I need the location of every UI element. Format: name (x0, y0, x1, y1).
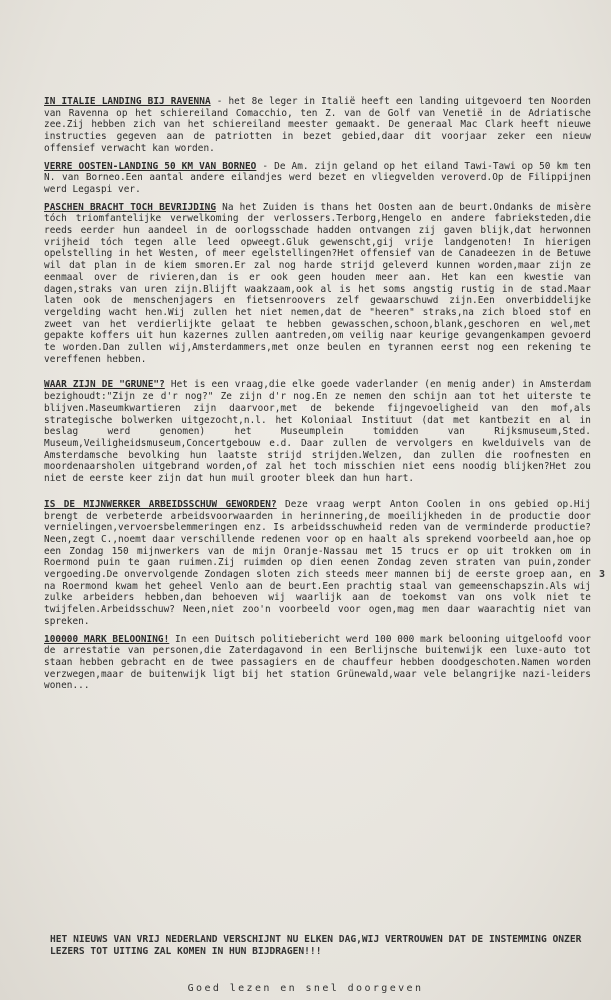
article-text: Deze vraag werpt Anton Coolen in ons gebied op.Hij brengt de verbeterde arbeidsvoorwaarden in herinnering,de moeilijkheden in de productie door vernielingen,vervoersbelemmeringen enz. Is arbeidsschuwheid reden van de verminderde productie?Neen,zegt C.,noemt daar verschillende redenen voor op en haalt als sprekend voorbeeld aan,hoe op een Zondag 150 mijnwerkers van de mijn Oranje-Nassau met 15 trucs er op uit trokken om in Roermond puin te gaan ruimen.Zij ruimden op dien eenen Zondag zeven straten van puin,zonder vergoeding.De onvervolgende Zondagen sloten zich steeds meer mannen bij de eerste groep aan, en na Roermond kwam het geheel Venlo aan de beurt.Een prachtig staal van gemeenschapszin.Als wij zulke arbeiders hebben,dan behoeven wij waarlijk aan de toekomst van ons volk niet te twijfelen.Arbeidsschuw? Neen,niet zoo'n voorbeeld voor ogen,mag men daar waarachtig niet van spreken. (44, 498, 592, 627)
article-paragraph (44, 96, 591, 155)
article-paragraph (44, 379, 591, 484)
article-italie (44, 96, 591, 155)
article-heading: VERRE OOSTEN-LANDING 50 KM VAN BORNEO (44, 160, 257, 172)
article-borneo (44, 161, 591, 196)
article-paragraph (44, 634, 591, 693)
article-heading: IS DE MIJNWERKER ARBEIDSSCHUW GEWORDEN? (44, 498, 277, 510)
page-side-mark: 3 (598, 568, 605, 580)
article-belooning (44, 634, 591, 693)
article-paragraph (44, 499, 591, 628)
article-paragraph (44, 161, 591, 196)
article-text: Na het Zuiden is thans het Oosten aan de beurt.Ondanks de misère tóch triomfantelijke verwelkoming der verlossers.Terborg,Hengelo en andere fabrieksteden,die reeds eerder hun aandeel in de oorlogsschade hadden ontvangen zij gaven blijk,dat herwonnen vrijheid tóch tegen alle leed opweegt.Gluk gewenscht,gij vrije landgenoten! In hierigen opelstelling in het Westen, of meer egelstellingen?Het offensief van de Canadeezen in de Betuwe wil dat plan in de kiem smoren.Er zal nog harde strijd geleverd kunnen worden,maar zijn ze eenmaal over de rivieren,dan is er ook geen houden meer aan. Het kan een kwestie van dagen,straks van uren zijn.Blijft waakzaam,ook al is het soms angstig rustig in de stad.Maar laten ook de menschenjagers en fietsenroovers zelf gewaarschuwd zijn.Een onverbiddelijke vergelding wacht hen.Wij zullen het niet nemen,dat de "heeren" straks,na zich bloed stof en zweet van het verdierlijkte gelaat te hebben gewasschen,schoon,blank,geschoren en wel,met gepakte koffers uit hun kazernes zullen aantreden,om veilig naar keurige gevangenkampen gevoerd te worden.Dan zullen wij,Amsterdammers,met onze beulen en tyrannen eerst nog een rekening te vereffenen hebben. (44, 201, 592, 365)
article-paschen (44, 202, 591, 366)
article-text: In een Duitsch politiebericht werd 100 000 mark belooning uitgeloofd voor de arrestatie van personen,die Zaterdagavond in een Berlijnsche buitenwijk een luxe-auto tot staan hebben gebracht en de twee passagiers en de chauffeur hebben doodgeschoten.Namen worden verzwegen,maar de buitenwijk ligt bij het station Grünewald,waar vele belangrijke nazi-leiders wonen... (44, 633, 591, 692)
article-heading: PASCHEN BRACHT TOCH BEVRIJDING (44, 201, 217, 213)
article-grune (44, 379, 591, 484)
article-heading: IN ITALIE LANDING BIJ RAVENNA (44, 96, 211, 107)
article-mijnwerker (44, 498, 605, 628)
article-heading: 100000 MARK BELOONING! (44, 633, 170, 645)
article-text: Het is een vraag,die elke goede vaderlander (en menig ander) in Amsterdam bezighoudt:"Zijn ze d'r nog?" Ze zijn d'r nog.En ze nemen den schijn aan tot het uiterste te blijven.Maseumkwartieren zijn daarvoor,met de bekende fijngevoeligheid van den mof,als strategische bolwerken uitgezocht,n.l. het Koloniaal Instituut (dat met kantbezit en al in beslag werd genomen) het Museumplein tomidden van Rijksmuseum,Sted. Museum,Veiligheidsmuseum,Concertgebouw e.d. Daar zullen de vervolgers en kwelduivels van de Amsterdamsche bevolking hun laatste strijd strijden.Welzen, dan zullen die roofnesten en moordenaarsholen uitgebrand worden,of zal het toch misschien niet eens noodig blijken?Het zou niet de eerste keer zijn dat hun muil grooter bleek dan hun hart. (44, 379, 591, 485)
footer-notice: HET NIEUWS VAN VRIJ NEDERLAND VERSCHIJNT NU ELKEN DAG,WIJ VERTROUWEN DAT DE INSTEMMING ONZER LEZERS TOT UITING ZAL KOMEN IN HUN BIJDRAGEN!!! (50, 934, 582, 957)
signoff-line: Goed lezen en snel doorgeven (187, 983, 424, 994)
article-paragraph (44, 202, 591, 366)
article-heading: WAAR ZIJN DE "GRUNE"? (44, 379, 165, 391)
article-text: - het 8e leger in Italië heeft een landing uitgevoerd ten Noorden van Ravenna op het schiereiland Comacchio, ten Z. van de Golf van Venetië in de Adriatische zee.Zij hebben zich van het schiereiland meester gemaakt. De generaal Mac Clark heeft nieuwe instructies gegeven aan de patriotten in bezet gebied,daar dit voorjaar zeker een nieuw offensief verwacht kan worden. (44, 96, 591, 154)
article-text: - De Am. zijn geland op het eiland Tawi-Tawi op 50 km ten N. van Borneo.Een aantal andere eilandjes werd bezet en vliegvelden veroverd.Op de Filippijnen werd Legaspi ver. (44, 160, 592, 195)
